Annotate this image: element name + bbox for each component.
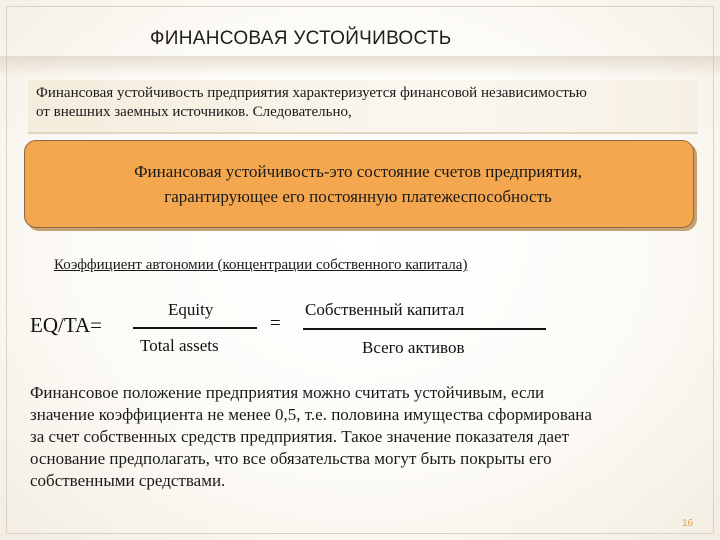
definition-text	[24, 159, 692, 209]
intro-line-2: от внешних заемных источников. Следовательно,	[36, 104, 352, 120]
paragraph-line-1: Финансовое положение предприятия можно считать устойчивым, если	[30, 383, 545, 402]
fraction-numerator-en: Equity	[168, 300, 214, 319]
fraction-numerator-ru: Собственный капитал	[305, 300, 465, 319]
title-shadow-band	[0, 56, 720, 76]
page-number: 16	[682, 518, 694, 529]
paragraph-line-4: основание предполагать, что все обязательства могут быть покрыты его	[30, 449, 552, 468]
fraction-denominator-ru: Всего активов	[362, 338, 465, 357]
paragraph-line-5: собственными средствами.	[30, 471, 226, 490]
definition-line-1: Финансовая устойчивость-это состояние счетов предприятия,	[134, 162, 582, 181]
fraction-denominator-en: Total assets	[140, 336, 219, 355]
slide-title: ФИНАНСОВАЯ УСТОЙЧИВОСТЬ	[150, 28, 452, 49]
equals-sign: =	[270, 313, 281, 334]
fraction-line-ru	[303, 328, 546, 330]
conclusion-paragraph	[30, 382, 700, 492]
intro-line-1: Финансовая устойчивость предприятия характеризуется финансовой независимостью	[36, 85, 587, 101]
formula-lhs: EQ/TA=	[30, 313, 102, 337]
intro-text	[36, 84, 706, 122]
paragraph-line-3: за счет собственных средств предприятия. Такое значение показателя дает	[30, 427, 570, 446]
definition-line-2: гарантирующее его постоянную платежеспособность	[164, 187, 552, 206]
paragraph-line-2: значение коэффициента не менее 0,5, т.е. половина имущества сформирована	[30, 405, 592, 424]
ratio-title: Коэффициент автономии (концентрации собственного капитала)	[54, 257, 468, 273]
fraction-line-en	[133, 327, 257, 329]
